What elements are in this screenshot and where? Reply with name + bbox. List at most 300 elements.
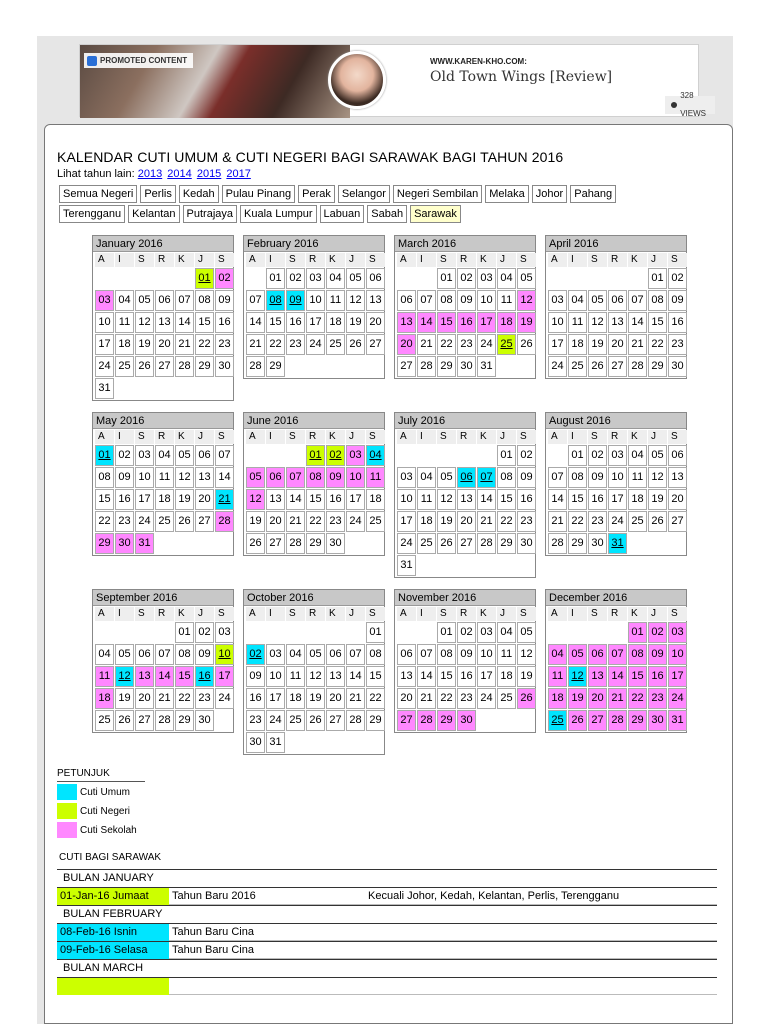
state-selector (59, 185, 679, 223)
day-cell: 28 (175, 356, 194, 377)
day-cell: 17 (306, 312, 325, 333)
day-cell: 02 (648, 622, 667, 643)
day-cell: 14 (155, 666, 174, 687)
day-name: J (346, 430, 365, 444)
day-cell: 28 (477, 533, 496, 554)
day-cell: 23 (115, 511, 134, 532)
day-cell: 29 (648, 356, 667, 377)
day-cell[interactable]: 12 (568, 666, 587, 687)
day-cell: 30 (246, 732, 265, 753)
day-cell: 10 (346, 467, 365, 488)
day-cell: 25 (155, 511, 174, 532)
empty-cell (266, 445, 285, 466)
day-cell: 14 (417, 312, 436, 333)
day-cell: 28 (246, 356, 265, 377)
day-cell: 27 (397, 356, 416, 377)
day-cell: 04 (286, 644, 305, 665)
day-cell: 13 (366, 290, 385, 311)
day-name: A (95, 430, 114, 444)
page-title: KALENDAR CUTI UMUM & CUTI NEGERI BAGI SARAWAK BAGI TAHUN 2016 (57, 149, 564, 165)
day-name: S (215, 607, 234, 621)
day-name: S (588, 430, 607, 444)
day-cell: 06 (135, 644, 154, 665)
day-cell: 03 (477, 268, 496, 289)
day-cell: 13 (135, 666, 154, 687)
day-name: R (306, 253, 325, 267)
day-cell: 13 (668, 467, 687, 488)
month-calendar (545, 412, 687, 556)
day-cell: 16 (648, 666, 667, 687)
day-cell: 18 (417, 511, 436, 532)
day-cell: 16 (668, 312, 687, 333)
day-cell: 04 (417, 467, 436, 488)
empty-cell (548, 445, 567, 466)
day-cell: 29 (437, 356, 456, 377)
state-button-pahang[interactable]: Pahang (570, 185, 616, 203)
day-cell: 08 (306, 467, 325, 488)
holiday-date: 08-Feb-16 Isnin (57, 924, 169, 941)
day-name: I (417, 607, 436, 621)
year-link-2014[interactable]: 2014 (167, 168, 192, 180)
day-name: S (437, 253, 456, 267)
day-cell: 24 (668, 688, 687, 709)
holiday-name: Tahun Baru Cina (169, 942, 365, 959)
day-cell: 28 (286, 533, 305, 554)
day-cell: 01 (175, 622, 194, 643)
holiday-month-header: BULAN MARCH (57, 959, 717, 977)
day-cell[interactable]: 02 (246, 644, 265, 665)
state-button-sarawak[interactable]: Sarawak (410, 205, 461, 223)
state-button-negeri-sembilan[interactable]: Negeri Sembilan (393, 185, 482, 203)
day-cell: 15 (266, 312, 285, 333)
day-cell: 22 (266, 334, 285, 355)
day-cell: 20 (588, 688, 607, 709)
day-cell[interactable]: 04 (366, 445, 385, 466)
day-cell: 11 (548, 666, 567, 687)
empty-cell (548, 268, 567, 289)
day-name: S (517, 253, 536, 267)
day-grid (546, 252, 686, 378)
day-name: J (497, 607, 516, 621)
day-cell: 23 (457, 334, 476, 355)
day-cell: 03 (608, 445, 627, 466)
day-cell[interactable]: 01 (306, 445, 325, 466)
day-cell[interactable]: 01 (195, 268, 214, 289)
empty-cell (608, 622, 627, 643)
day-cell: 28 (628, 356, 647, 377)
legend-swatch-sekolah (57, 822, 77, 838)
day-cell: 18 (628, 489, 647, 510)
day-cell: 22 (175, 688, 194, 709)
day-cell: 16 (457, 312, 476, 333)
day-cell: 03 (266, 644, 285, 665)
day-cell: 06 (155, 290, 174, 311)
day-name: S (517, 430, 536, 444)
empty-cell (155, 268, 174, 289)
year-link-2015[interactable]: 2015 (196, 168, 222, 180)
day-cell: 04 (497, 622, 516, 643)
day-cell[interactable]: 02 (326, 445, 345, 466)
day-cell: 10 (266, 666, 285, 687)
day-cell: 09 (215, 290, 234, 311)
day-name: S (135, 607, 154, 621)
day-grid (546, 606, 686, 732)
day-cell: 23 (588, 511, 607, 532)
day-cell: 01 (437, 268, 456, 289)
day-cell: 28 (215, 511, 234, 532)
other-years (57, 168, 253, 180)
day-cell: 21 (155, 688, 174, 709)
holiday-note (365, 924, 717, 941)
promoted-content-banner[interactable] (79, 44, 706, 118)
author-avatar (328, 51, 386, 109)
day-cell: 11 (497, 644, 516, 665)
day-cell: 13 (397, 312, 416, 333)
day-cell: 30 (648, 710, 667, 731)
day-cell: 10 (477, 290, 496, 311)
day-cell: 28 (417, 710, 436, 731)
empty-cell (115, 268, 134, 289)
day-cell: 03 (346, 445, 365, 466)
day-cell: 14 (417, 666, 436, 687)
day-cell: 11 (326, 290, 345, 311)
day-cell: 29 (95, 533, 114, 554)
state-button-perak[interactable]: Perak (298, 185, 335, 203)
empty-cell (417, 268, 436, 289)
legend-label-negeri: Cuti Negeri (80, 805, 131, 817)
holiday-row (57, 977, 717, 995)
day-cell: 02 (668, 268, 687, 289)
day-cell: 05 (588, 290, 607, 311)
empty-cell (417, 445, 436, 466)
day-cell: 22 (95, 511, 114, 532)
day-cell: 23 (246, 710, 265, 731)
day-cell: 23 (668, 334, 687, 355)
month-title: February 2016 (244, 236, 384, 252)
day-cell: 13 (608, 312, 627, 333)
empty-cell (246, 445, 265, 466)
day-cell: 16 (246, 688, 265, 709)
day-cell: 19 (517, 666, 536, 687)
empty-cell (266, 622, 285, 643)
day-name: S (135, 430, 154, 444)
day-name: S (668, 607, 687, 621)
day-name: S (366, 253, 385, 267)
day-grid (546, 429, 686, 555)
day-cell[interactable]: 09 (286, 290, 305, 311)
day-cell: 01 (568, 445, 587, 466)
day-name: R (457, 607, 476, 621)
day-cell: 06 (266, 467, 285, 488)
empty-cell (588, 268, 607, 289)
day-cell: 05 (648, 445, 667, 466)
day-cell: 27 (155, 356, 174, 377)
month-title: August 2016 (546, 413, 686, 429)
day-cell: 18 (95, 688, 114, 709)
day-cell: 18 (155, 489, 174, 510)
promo-icon (87, 56, 97, 66)
day-cell: 31 (668, 710, 687, 731)
day-name: J (195, 253, 214, 267)
day-name: A (397, 253, 416, 267)
month-title: October 2016 (244, 590, 384, 606)
day-cell: 11 (628, 467, 647, 488)
day-cell: 20 (155, 334, 174, 355)
day-name: K (477, 253, 496, 267)
day-cell: 07 (155, 644, 174, 665)
day-name: K (326, 253, 345, 267)
day-cell: 26 (588, 356, 607, 377)
month-calendar (545, 235, 687, 379)
month-calendar (92, 412, 234, 556)
day-cell: 13 (266, 489, 285, 510)
day-cell: 06 (397, 290, 416, 311)
day-cell: 08 (628, 644, 647, 665)
day-cell: 26 (346, 334, 365, 355)
empty-cell (628, 268, 647, 289)
day-cell: 15 (628, 666, 647, 687)
day-cell: 10 (668, 644, 687, 665)
state-button-kedah[interactable]: Kedah (179, 185, 219, 203)
day-cell[interactable]: 31 (608, 533, 627, 554)
day-name: K (175, 607, 194, 621)
state-button-pulau-pinang[interactable]: Pulau Pinang (222, 185, 295, 203)
day-cell: 17 (608, 489, 627, 510)
year-link-2013[interactable]: 2013 (137, 168, 163, 180)
day-cell: 05 (517, 268, 536, 289)
day-cell: 30 (517, 533, 536, 554)
day-cell: 03 (215, 622, 234, 643)
day-cell: 06 (668, 445, 687, 466)
empty-cell (286, 622, 305, 643)
day-cell: 07 (286, 467, 305, 488)
day-cell: 03 (548, 290, 567, 311)
day-name: I (417, 430, 436, 444)
day-cell[interactable]: 12 (115, 666, 134, 687)
empty-cell (608, 268, 627, 289)
day-cell: 14 (215, 467, 234, 488)
day-cell: 18 (568, 334, 587, 355)
day-cell: 31 (95, 378, 114, 399)
holiday-date: 01-Jan-16 Jumaat (57, 888, 169, 905)
day-cell: 08 (175, 644, 194, 665)
day-cell: 02 (517, 445, 536, 466)
month-calendar (243, 412, 385, 556)
day-grid (244, 606, 384, 754)
day-cell: 14 (548, 489, 567, 510)
promo-title[interactable]: Old Town Wings [Review] (430, 69, 613, 85)
day-name: A (246, 607, 265, 621)
state-button-semua-negeri[interactable]: Semua Negeri (59, 185, 137, 203)
day-name: I (568, 253, 587, 267)
state-button-kelantan[interactable]: Kelantan (128, 205, 179, 223)
day-grid (93, 429, 233, 555)
holiday-table (57, 869, 717, 995)
state-button-putrajaya[interactable]: Putrajaya (183, 205, 237, 223)
day-cell: 22 (568, 511, 587, 532)
day-cell: 12 (588, 312, 607, 333)
month-title: January 2016 (93, 236, 233, 252)
day-cell: 23 (517, 511, 536, 532)
day-cell: 09 (195, 644, 214, 665)
day-name: K (326, 430, 345, 444)
day-cell: 17 (397, 511, 416, 532)
day-cell: 21 (417, 334, 436, 355)
day-cell: 14 (477, 489, 496, 510)
day-name: J (497, 430, 516, 444)
day-cell: 05 (246, 467, 265, 488)
day-cell: 21 (286, 511, 305, 532)
day-name: A (246, 253, 265, 267)
day-grid (93, 606, 233, 732)
month-calendar (243, 589, 385, 755)
month-calendar (394, 235, 536, 379)
views-badge (665, 91, 715, 118)
day-cell: 01 (366, 622, 385, 643)
day-cell: 14 (628, 312, 647, 333)
day-cell: 31 (135, 533, 154, 554)
day-name: S (437, 430, 456, 444)
holiday-name: Tahun Baru 2016 (169, 888, 365, 905)
day-cell: 01 (628, 622, 647, 643)
holiday-name: Tahun Baru Cina (169, 924, 365, 941)
day-cell: 15 (306, 489, 325, 510)
day-cell: 26 (246, 533, 265, 554)
legend-label-umum: Cuti Umum (80, 786, 131, 798)
day-name: R (155, 430, 174, 444)
day-cell: 25 (326, 334, 345, 355)
day-cell: 25 (115, 356, 134, 377)
day-cell[interactable]: 01 (95, 445, 114, 466)
day-cell: 12 (517, 644, 536, 665)
day-cell: 01 (266, 268, 285, 289)
empty-cell (548, 622, 567, 643)
state-button-sabah[interactable]: Sabah (367, 205, 407, 223)
holiday-name (169, 978, 365, 995)
day-cell[interactable]: 06 (457, 467, 476, 488)
day-cell: 27 (588, 710, 607, 731)
day-cell: 28 (608, 710, 627, 731)
day-cell[interactable]: 25 (548, 710, 567, 731)
empty-cell (568, 268, 587, 289)
state-button-labuan[interactable]: Labuan (320, 205, 365, 223)
day-cell: 24 (608, 511, 627, 532)
day-cell: 01 (648, 268, 667, 289)
day-cell: 19 (246, 511, 265, 532)
day-cell: 22 (628, 688, 647, 709)
day-name: I (266, 607, 285, 621)
day-cell: 05 (175, 445, 194, 466)
day-cell[interactable]: 08 (266, 290, 285, 311)
day-name: K (628, 607, 647, 621)
day-cell: 11 (417, 489, 436, 510)
day-cell: 28 (417, 356, 436, 377)
day-cell: 15 (195, 312, 214, 333)
promoted-content-label: PROMOTED CONTENT (100, 56, 188, 65)
day-cell: 22 (366, 688, 385, 709)
state-button-melaka[interactable]: Melaka (485, 185, 528, 203)
day-cell: 17 (346, 489, 365, 510)
empty-cell (568, 622, 587, 643)
day-cell: 10 (397, 489, 416, 510)
month-calendar (394, 589, 536, 733)
day-cell: 10 (95, 312, 114, 333)
state-button-perlis[interactable]: Perlis (140, 185, 176, 203)
day-name: S (366, 430, 385, 444)
day-cell: 13 (195, 467, 214, 488)
day-cell: 11 (155, 467, 174, 488)
month-title: April 2016 (546, 236, 686, 252)
day-cell: 07 (215, 445, 234, 466)
day-cell: 26 (135, 356, 154, 377)
empty-cell (346, 622, 365, 643)
day-name: I (417, 253, 436, 267)
day-name: S (215, 253, 234, 267)
day-cell[interactable]: 07 (477, 467, 496, 488)
day-cell: 03 (477, 622, 496, 643)
state-button-kuala-lumpur[interactable]: Kuala Lumpur (240, 205, 317, 223)
day-cell: 20 (668, 489, 687, 510)
day-cell: 02 (115, 445, 134, 466)
state-button-selangor[interactable]: Selangor (338, 185, 390, 203)
year-link-2017[interactable]: 2017 (226, 168, 251, 180)
day-cell: 03 (306, 268, 325, 289)
day-cell: 03 (135, 445, 154, 466)
day-cell: 27 (457, 533, 476, 554)
holiday-row (57, 887, 717, 905)
day-cell: 21 (417, 688, 436, 709)
day-cell: 15 (497, 489, 516, 510)
day-cell: 02 (588, 445, 607, 466)
day-cell: 29 (497, 533, 516, 554)
day-cell: 21 (477, 511, 496, 532)
state-button-johor[interactable]: Johor (532, 185, 568, 203)
day-cell: 11 (497, 290, 516, 311)
day-name: I (266, 253, 285, 267)
day-cell: 13 (588, 666, 607, 687)
day-cell: 28 (155, 710, 174, 731)
empty-cell (135, 622, 154, 643)
day-name: A (95, 607, 114, 621)
day-cell[interactable]: 25 (497, 334, 516, 355)
day-cell: 04 (326, 268, 345, 289)
day-cell: 03 (397, 467, 416, 488)
day-cell: 25 (497, 688, 516, 709)
day-cell: 29 (628, 710, 647, 731)
day-cell: 27 (135, 710, 154, 731)
day-cell: 03 (95, 290, 114, 311)
day-cell: 29 (175, 710, 194, 731)
day-name: K (175, 430, 194, 444)
holiday-month-header: BULAN FEBRUARY (57, 905, 717, 923)
day-grid (395, 429, 535, 577)
day-cell: 19 (588, 334, 607, 355)
day-cell: 02 (286, 268, 305, 289)
day-cell[interactable]: 16 (195, 666, 214, 687)
day-cell: 27 (326, 710, 345, 731)
day-cell: 19 (437, 511, 456, 532)
day-cell[interactable]: 10 (215, 644, 234, 665)
day-cell: 30 (588, 533, 607, 554)
day-cell[interactable]: 21 (215, 489, 234, 510)
empty-cell (588, 622, 607, 643)
day-cell: 22 (437, 688, 456, 709)
state-button-terengganu[interactable]: Terengganu (59, 205, 125, 223)
day-cell: 21 (628, 334, 647, 355)
day-cell: 09 (668, 290, 687, 311)
day-cell: 15 (175, 666, 194, 687)
day-cell: 20 (135, 688, 154, 709)
